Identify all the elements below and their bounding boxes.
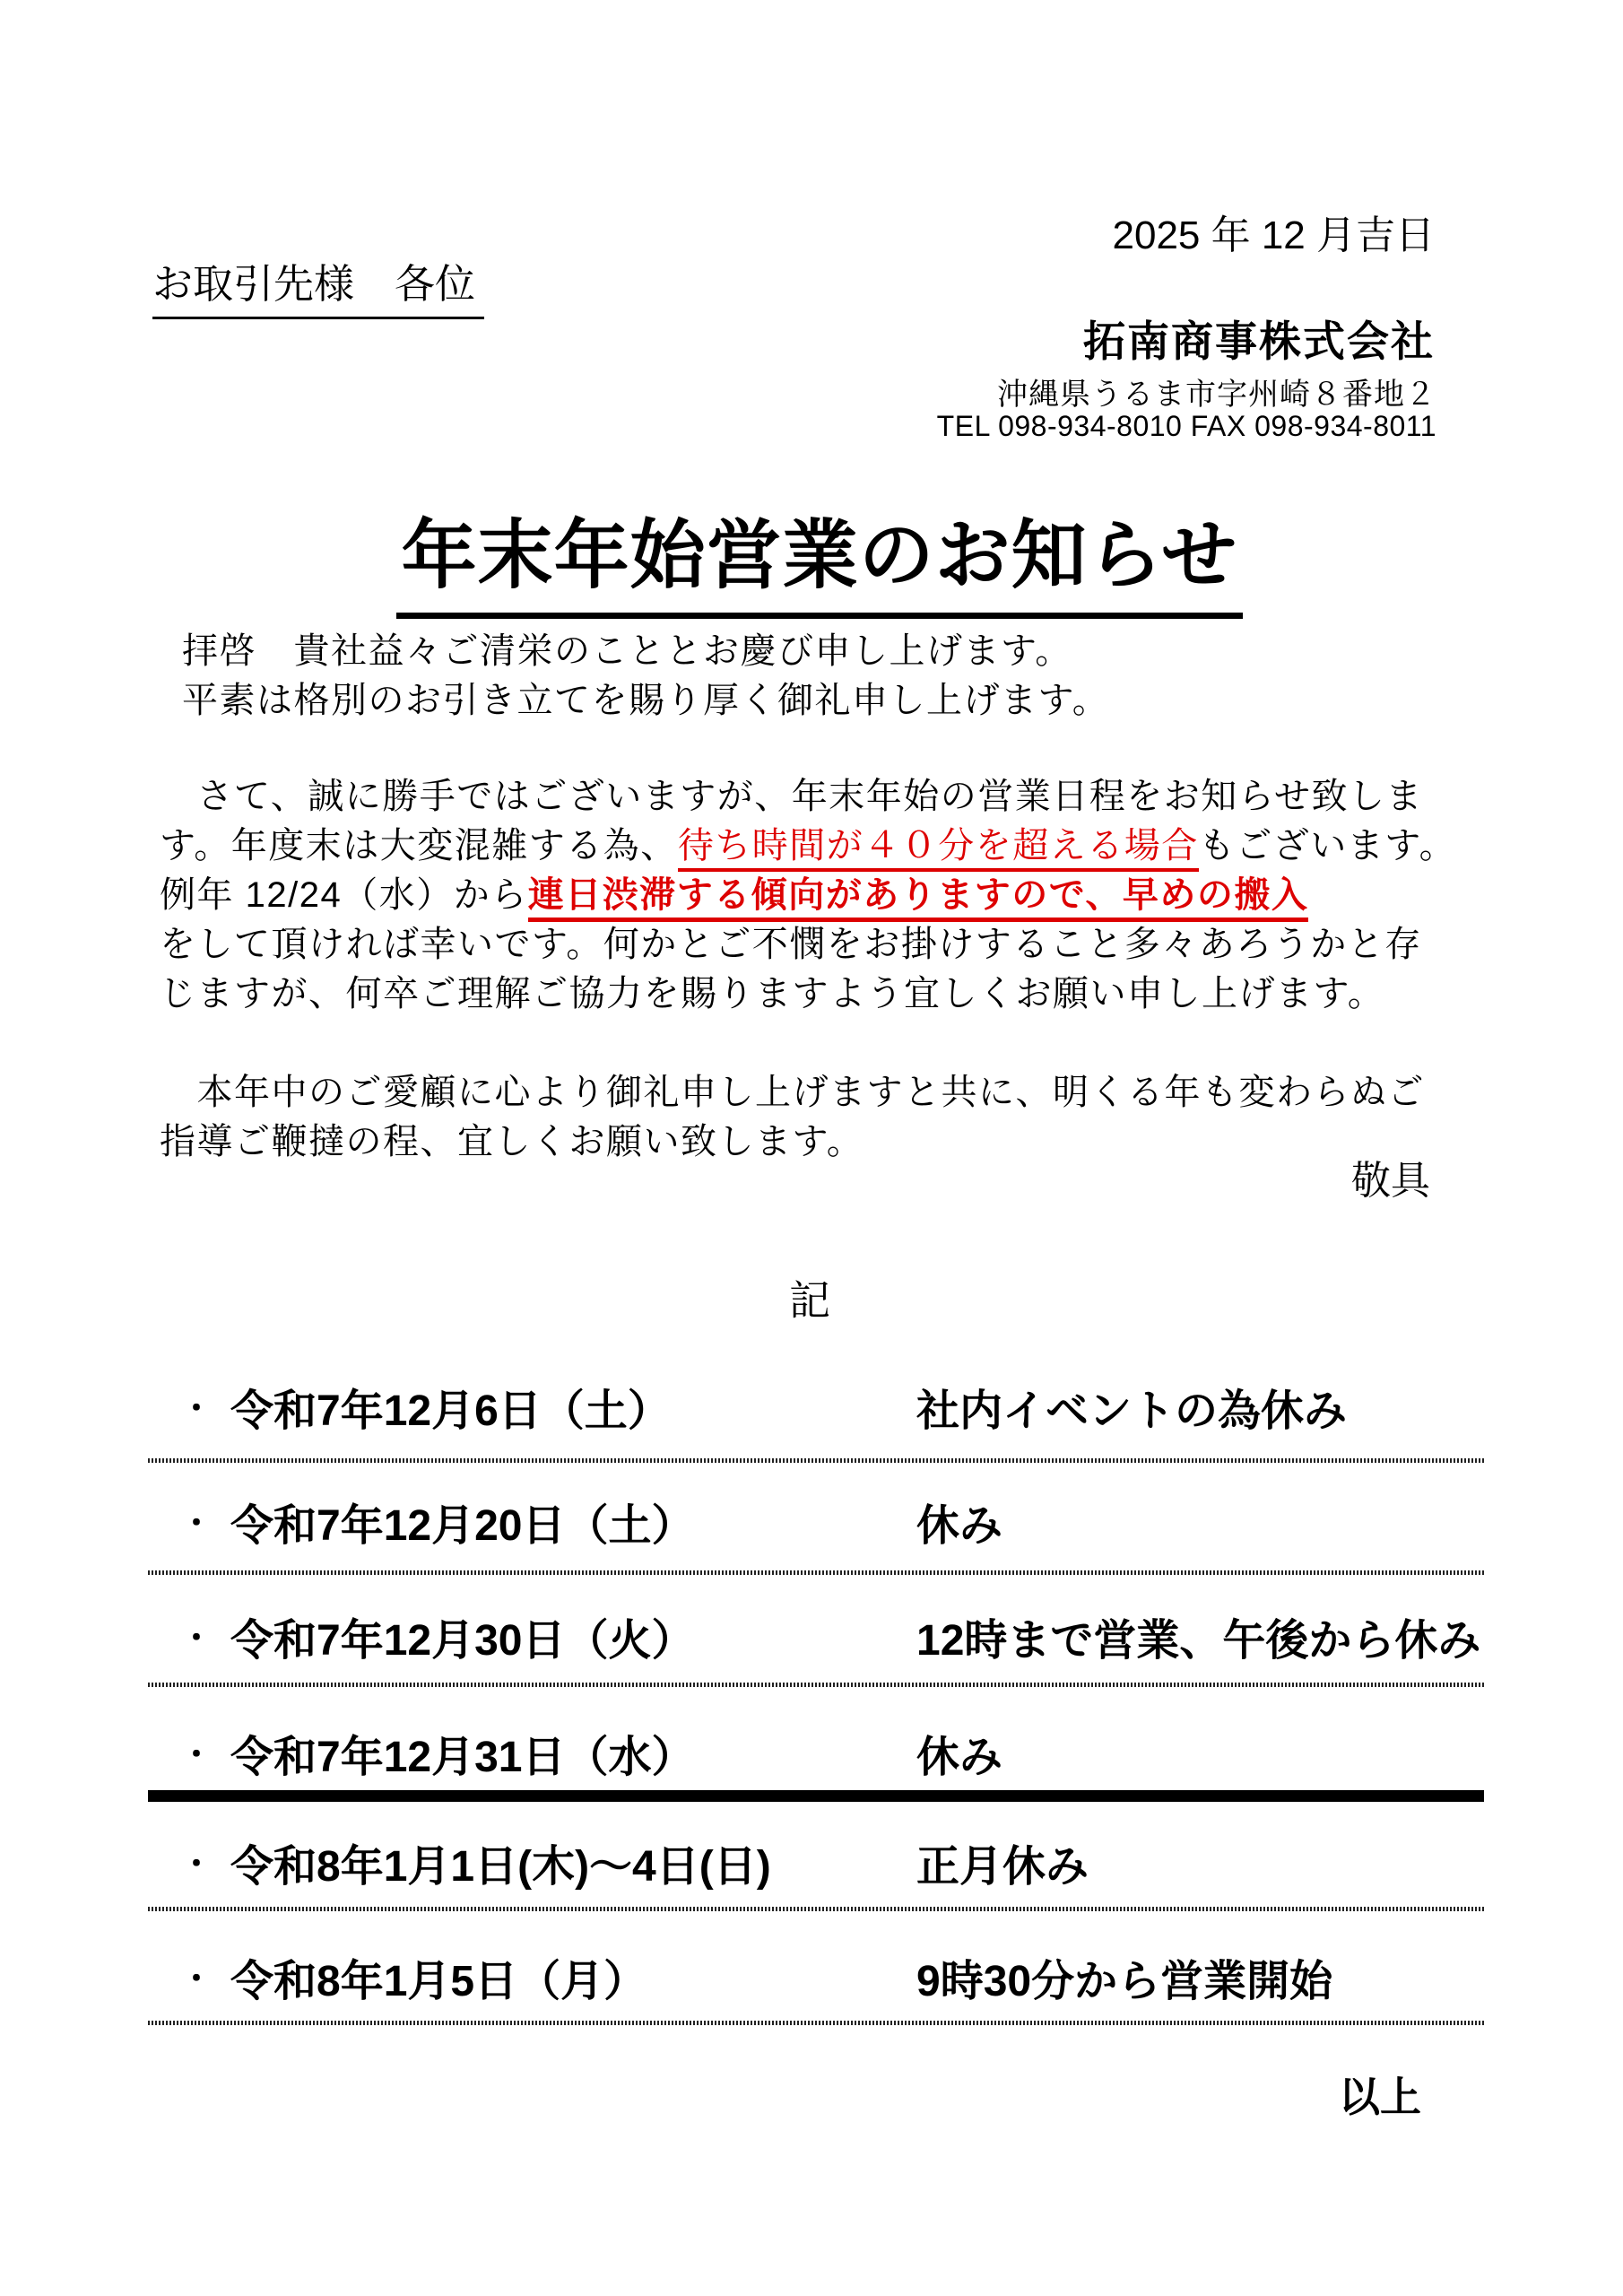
record-marker-ki: 記 <box>789 1277 834 1324</box>
row-divider <box>148 2021 1484 2025</box>
greeting-line-2: 平素は格別のお引き立てを賜り厚く御礼申し上げます。 <box>182 681 1110 720</box>
schedule-note: 正月休み <box>916 1843 1089 1891</box>
body-line-2-post: もございます。 <box>1198 826 1457 865</box>
bullet-icon: ・ <box>180 1504 213 1541</box>
schedule-note: 社内イベントの為休み <box>916 1387 1348 1435</box>
bullet-icon: ・ <box>180 1735 213 1772</box>
bullet-icon: ・ <box>180 1389 213 1426</box>
end-marker-ijou: 以上 <box>1339 2074 1421 2120</box>
body-line-1: さて、誠に勝手ではございますが、年末年始の営業日程をお知らせ致しま <box>160 777 1423 816</box>
body-line-2 <box>160 817 1456 868</box>
schedule-row <box>148 1376 1484 1435</box>
body-line-5: じますが、何卒ご理解ご協力を賜りますよう宜しくお願い申し上げます。 <box>160 974 1385 1013</box>
company-tel-fax: TEL 098-934-8010 FAX 098-934-8011 <box>936 410 1436 442</box>
row-divider <box>148 1683 1484 1687</box>
body-line-3-pre: 例年 12/24（水）から <box>160 875 528 915</box>
schedule-note: 9時30分から営業開始 <box>916 1958 1333 2005</box>
schedule-row <box>148 1605 1484 1665</box>
bullet-icon: ・ <box>180 1619 213 1656</box>
schedule-date: 令和8年1月5日（月） <box>230 1958 647 2005</box>
body-line-2-red-highlight: 待ち時間が４０分を超える場合 <box>678 826 1199 872</box>
schedule-note: 12時まで営業、午後から休み <box>916 1617 1481 1665</box>
schedule-date: 令和7年12月30日（火） <box>230 1617 695 1665</box>
closing-line-1: 本年中のご愛顧に心より御礼申し上げますと共に、明くる年も変わらぬご <box>160 1073 1425 1112</box>
bullet-icon: ・ <box>180 1845 213 1882</box>
row-divider <box>148 1458 1484 1463</box>
body-line-2-pre: す。年度末は大変混雑する為、 <box>160 826 678 865</box>
schedule-note: 休み <box>916 1502 1003 1550</box>
document-date: 2025 年 12 月吉日 <box>1112 213 1435 257</box>
schedule-row <box>148 1831 1484 1891</box>
schedule-date: 令和8年1月1日(木)～4日(日) <box>230 1843 771 1891</box>
schedule-date: 令和7年12月31日（水） <box>230 1734 695 1781</box>
greeting-line-1: 拝啓 貴社益々ご清栄のこととお慶び申し上げます。 <box>182 631 1072 671</box>
document-title: 年末年始営業のお知らせ <box>396 495 1243 619</box>
document-title-wrap <box>0 479 1623 635</box>
company-address: 沖縄県うるま市字州崎８番地２ <box>997 378 1436 412</box>
schedule-row <box>148 1722 1484 1781</box>
schedule-date: 令和7年12月6日（土） <box>230 1387 671 1435</box>
body-line-4: をして頂ければ幸いです。何かとご不憫をお掛けすること多々あろうかと存 <box>160 925 1422 964</box>
body-line-3-red-highlight: 連日渋滞する傾向がありますので、早めの搬入 <box>528 875 1309 922</box>
bullet-icon: ・ <box>180 1960 213 1996</box>
schedule-row <box>148 1491 1484 1550</box>
schedule-date: 令和7年12月20日（土） <box>230 1502 695 1550</box>
sign-off-keigu: 敬具 <box>1351 1159 1430 1203</box>
row-divider <box>148 1907 1484 1911</box>
schedule-note: 休み <box>916 1734 1003 1781</box>
schedule-row <box>148 1946 1484 2005</box>
closing-line-2: 指導ご鞭撻の程、宜しくお願い致します。 <box>160 1122 864 1161</box>
recipient-line: お取引先様 各位 <box>152 251 484 319</box>
row-divider <box>148 1570 1484 1575</box>
company-name: 拓南商事株式会社 <box>1083 317 1435 365</box>
thick-section-divider <box>148 1790 1484 1802</box>
body-line-3 <box>160 866 1308 918</box>
